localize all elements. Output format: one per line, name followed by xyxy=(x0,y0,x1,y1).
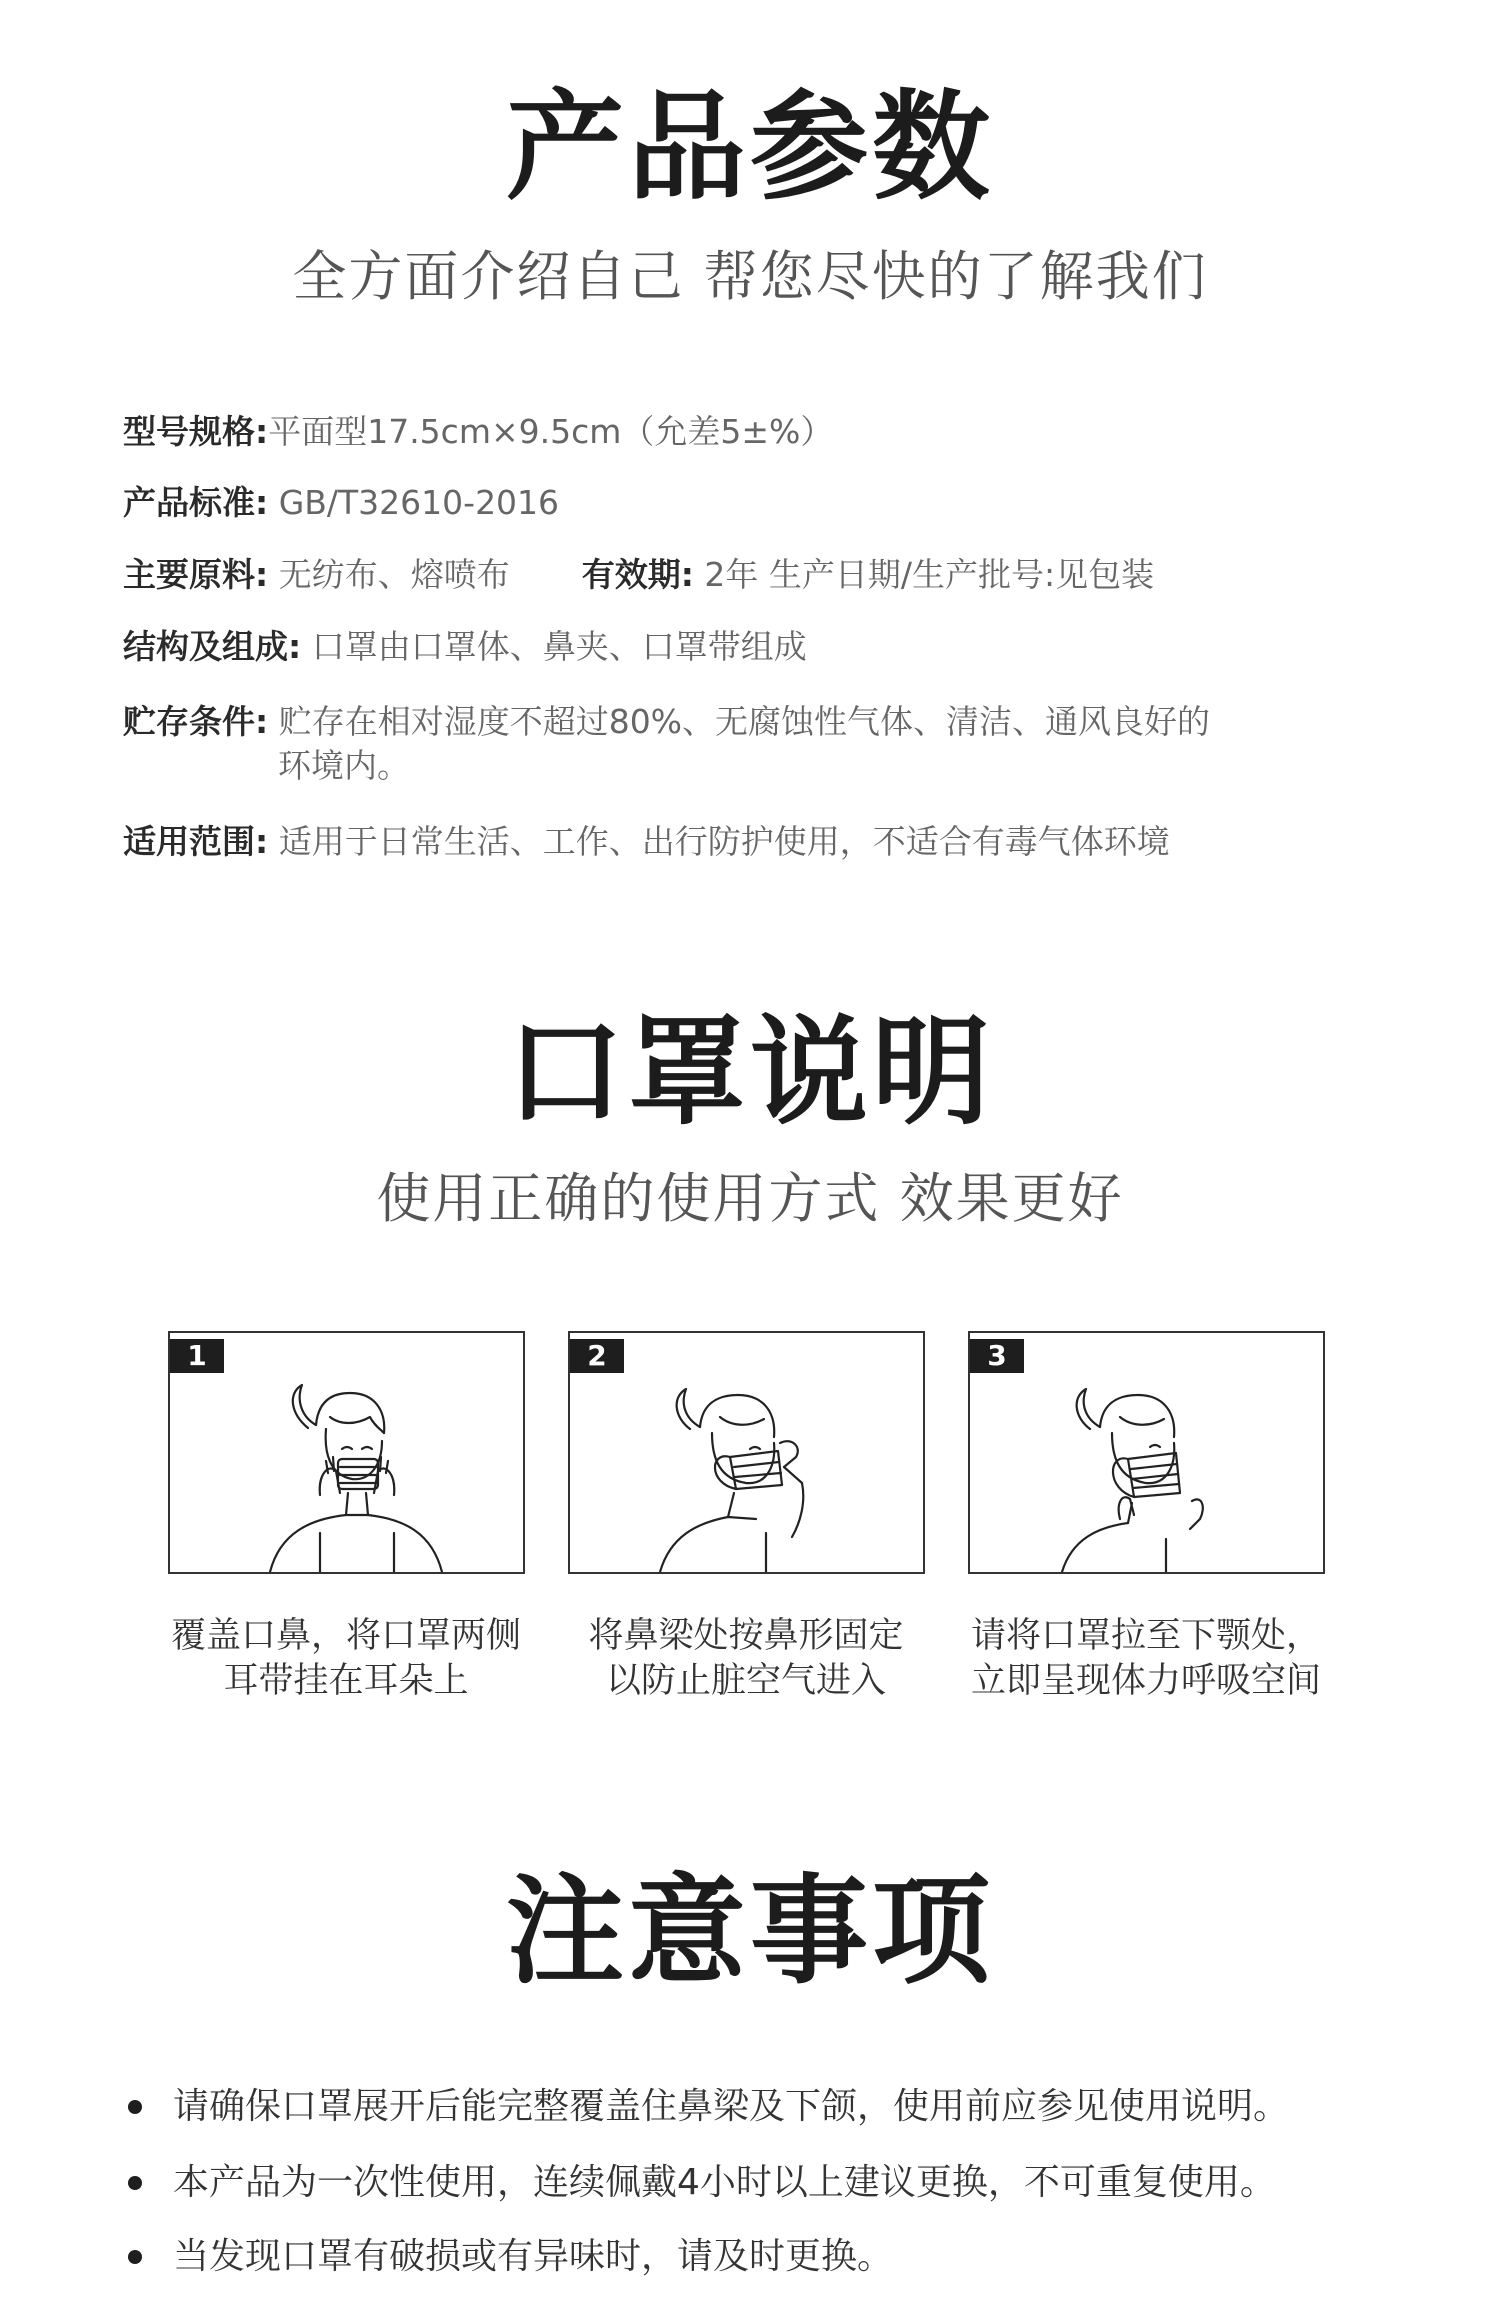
step-caption-line: 将鼻梁处按鼻形固定 xyxy=(588,1616,904,1656)
spec-key: 结构及组成: xyxy=(123,627,302,666)
spec-row-scope xyxy=(123,820,1170,864)
spec-key: 适用范围: xyxy=(123,822,269,861)
guide-subtitle: 使用正确的使用方式 效果更好 xyxy=(376,1167,1124,1230)
step-caption-line: 请将口罩拉至下颚处， xyxy=(970,1616,1321,1656)
spec-row-structure xyxy=(123,625,807,669)
spec-row-standard xyxy=(123,481,559,525)
note-text: 请确保口罩展开后能完整覆盖住鼻梁及下颌，使用前应参见使用说明。 xyxy=(173,2086,1290,2127)
step-card-1 xyxy=(168,1331,525,1574)
step-caption-3 xyxy=(946,1614,1346,1704)
spec-key: 贮存条件: xyxy=(123,702,269,741)
step-number-3: 3 xyxy=(970,1339,1024,1373)
step-card-3 xyxy=(968,1331,1325,1574)
step-caption-line: 耳带挂在耳朵上 xyxy=(223,1661,469,1701)
bullet-icon xyxy=(128,2250,142,2264)
step-number-2: 2 xyxy=(570,1339,624,1373)
step-caption-line: 覆盖口鼻，将口罩两侧 xyxy=(170,1616,521,1656)
spec-row-model xyxy=(123,410,833,454)
step-caption-line: 立即呈现体力呼吸空间 xyxy=(970,1661,1321,1701)
guide-title: 口罩说明 xyxy=(505,1003,994,1141)
spec-value: GB/T32610-2016 xyxy=(268,483,560,522)
spec-storage-continued: 环境内。 xyxy=(278,746,410,785)
spec-key: 主要原料: xyxy=(123,555,269,594)
spec-key-validity: 有效期: xyxy=(581,555,694,594)
step-caption-1 xyxy=(146,1614,546,1704)
note-text: 本产品为一次性使用，连续佩戴4小时以上建议更换，不可重复使用。 xyxy=(173,2162,1276,2203)
spec-value: 平面型17.5cm×9.5cm（允差5±%） xyxy=(268,412,834,451)
spec-value: 口罩由口罩体、鼻夹、口罩带组成 xyxy=(301,627,807,666)
spec-value: 适用于日常生活、工作、出行防护使用，不适合有毒气体环境 xyxy=(268,822,1170,861)
spec-value: 无纺布、熔喷布 xyxy=(268,555,510,594)
spec-row-material xyxy=(123,553,1154,597)
step-caption-line: 以防止脏空气进入 xyxy=(605,1661,886,1701)
spec-value: 贮存在相对湿度不超过80%、无腐蚀性气体、清洁、通风良好的 xyxy=(268,702,1211,741)
step-caption-2 xyxy=(546,1614,946,1704)
bullet-icon xyxy=(128,2100,142,2114)
params-title: 产品参数 xyxy=(505,78,994,216)
spec-row-storage xyxy=(123,700,1210,744)
bullet-icon xyxy=(128,2176,142,2190)
spec-key: 产品标准: xyxy=(123,483,269,522)
note-text: 当发现口罩有破损或有异味时，请及时更换。 xyxy=(173,2236,894,2277)
spec-value-validity: 2年 生产日期/生产批号:见包装 xyxy=(693,555,1155,594)
notes-title: 注意事项 xyxy=(505,1862,994,2000)
step-number-1: 1 xyxy=(170,1339,224,1373)
params-subtitle: 全方面介绍自己 帮您尽快的了解我们 xyxy=(292,245,1208,308)
spec-key: 型号规格: xyxy=(123,412,269,451)
step-card-2 xyxy=(568,1331,925,1574)
